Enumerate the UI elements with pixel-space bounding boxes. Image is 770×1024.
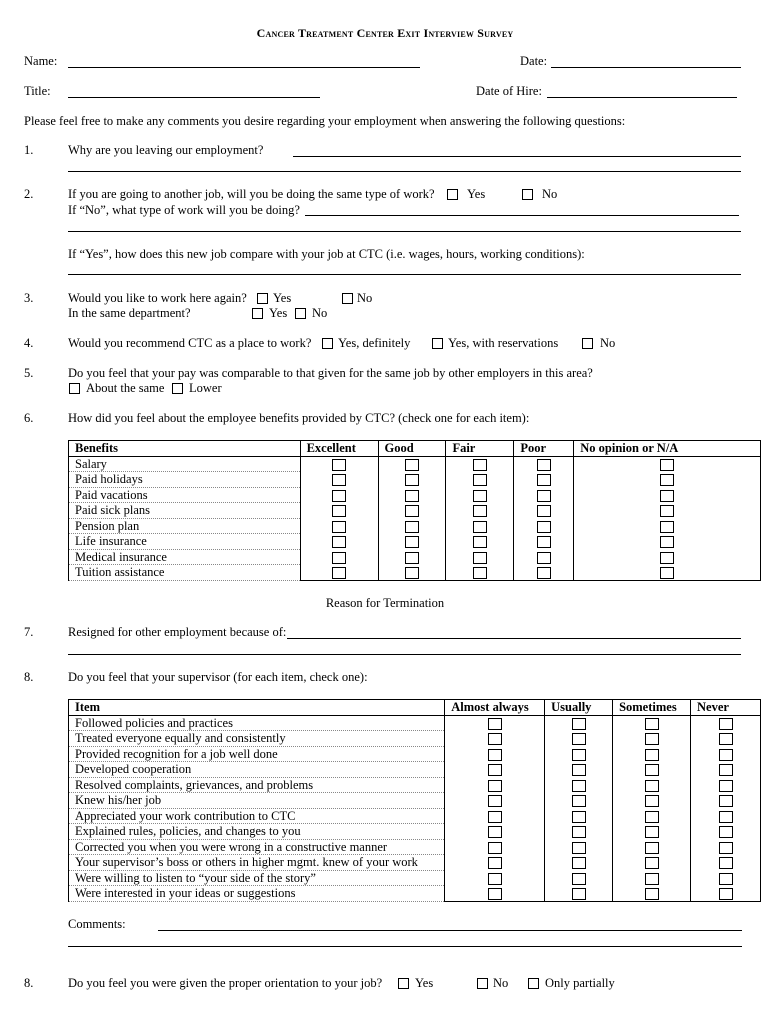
q3-text: Would you like to work here again? xyxy=(68,291,247,305)
supervisor-rating-checkbox[interactable] xyxy=(488,780,502,792)
benefits-rating-checkbox[interactable] xyxy=(660,474,674,486)
table-row xyxy=(69,534,761,550)
benefits-rating-checkbox[interactable] xyxy=(473,474,487,486)
benefits-col-header-4: Poor xyxy=(514,441,574,457)
supervisor-rating-checkbox[interactable] xyxy=(645,811,659,823)
benefits-rating-checkbox[interactable] xyxy=(660,490,674,502)
q3-sub-no-label: No xyxy=(312,306,328,320)
q4-definitely-checkbox[interactable] xyxy=(322,338,333,349)
benefits-rating-checkbox[interactable] xyxy=(660,536,674,548)
comments-line-1[interactable] xyxy=(158,930,742,931)
q9-number: 8. xyxy=(24,976,34,990)
name-label: Name: xyxy=(24,54,58,68)
q1-answer-line-2[interactable] xyxy=(68,171,741,172)
q2-no-checkbox[interactable] xyxy=(522,189,533,200)
q4-no-label: No xyxy=(600,336,616,350)
table-row xyxy=(69,487,761,503)
benefits-rating-checkbox[interactable] xyxy=(473,552,487,564)
q2-followup-no: If “No”, what type of work will you be doing? xyxy=(68,203,300,217)
q3-sub-text: In the same department? xyxy=(68,306,191,320)
table-row xyxy=(69,518,761,534)
q3-number: 3. xyxy=(24,291,34,305)
q2-no-answer-line[interactable] xyxy=(305,215,739,216)
supervisor-row-label: Appreciated your work contribution to CTC xyxy=(69,808,445,824)
benefits-rating-checkbox[interactable] xyxy=(473,521,487,533)
benefits-col-header-0: Benefits xyxy=(69,441,301,457)
q4-reservations-label: Yes, with reservations xyxy=(448,336,559,350)
table-row xyxy=(69,762,761,778)
supervisor-row-label: Explained rules, policies, and changes to you xyxy=(69,824,445,840)
benefits-col-header-2: Good xyxy=(378,441,446,457)
page-title xyxy=(0,26,770,41)
comments-label: Comments: xyxy=(68,917,126,931)
supervisor-rating-checkbox[interactable] xyxy=(572,764,586,776)
benefits-row-label: Tuition assistance xyxy=(69,565,301,581)
supervisor-rating-checkbox[interactable] xyxy=(645,857,659,869)
table-row xyxy=(69,565,761,581)
q5-lower-label: Lower xyxy=(189,381,222,395)
q3-yes-label: Yes xyxy=(273,291,292,305)
supervisor-rating-checkbox[interactable] xyxy=(488,811,502,823)
benefits-rating-checkbox[interactable] xyxy=(332,521,346,533)
benefits-rating-checkbox[interactable] xyxy=(537,536,551,548)
benefits-rating-checkbox[interactable] xyxy=(405,490,419,502)
table-row xyxy=(69,746,761,762)
table-row xyxy=(69,731,761,747)
table-row xyxy=(69,777,761,793)
supervisor-col-header-1: Almost always xyxy=(445,700,545,716)
q7-number: 7. xyxy=(24,625,34,639)
date-field[interactable] xyxy=(551,67,741,68)
supervisor-rating-checkbox[interactable] xyxy=(719,780,733,792)
supervisor-col-header-0: Item xyxy=(69,700,445,716)
benefits-rating-checkbox[interactable] xyxy=(473,567,487,579)
q1-text: Why are you leaving our employment? xyxy=(68,143,264,157)
benefits-rating-checkbox[interactable] xyxy=(473,490,487,502)
q3-sub-yes-checkbox[interactable] xyxy=(252,308,263,319)
benefits-rating-checkbox[interactable] xyxy=(332,474,346,486)
benefits-rating-checkbox[interactable] xyxy=(537,521,551,533)
supervisor-row-label: Were interested in your ideas or suggestions xyxy=(69,886,445,902)
benefits-rating-checkbox[interactable] xyxy=(537,490,551,502)
supervisor-col-header-2: Usually xyxy=(545,700,613,716)
supervisor-rating-checkbox[interactable] xyxy=(572,718,586,730)
benefits-row-label: Life insurance xyxy=(69,534,301,550)
supervisor-rating-checkbox[interactable] xyxy=(572,857,586,869)
q2-answer-line-2[interactable] xyxy=(68,231,741,232)
supervisor-rating-checkbox[interactable] xyxy=(488,826,502,838)
q3-sub-no-checkbox[interactable] xyxy=(295,308,306,319)
q9-partial-checkbox[interactable] xyxy=(528,978,539,989)
benefits-row-label: Paid holidays xyxy=(69,472,301,488)
benefits-rating-checkbox[interactable] xyxy=(473,505,487,517)
supervisor-table xyxy=(68,699,761,902)
benefits-col-header-5: No opinion or N/A xyxy=(574,441,761,457)
supervisor-rating-checkbox[interactable] xyxy=(719,826,733,838)
comments-line-2[interactable] xyxy=(68,946,742,947)
supervisor-rating-checkbox[interactable] xyxy=(645,733,659,745)
benefits-rating-checkbox[interactable] xyxy=(473,536,487,548)
supervisor-rating-checkbox[interactable] xyxy=(488,842,502,854)
benefits-col-header-3: Fair xyxy=(446,441,514,457)
q9-no-label: No xyxy=(493,976,509,990)
benefits-rating-checkbox[interactable] xyxy=(660,567,674,579)
supervisor-row-label: Followed policies and practices xyxy=(69,715,445,731)
q2-no-label: No xyxy=(542,187,558,201)
supervisor-row-label: Were willing to listen to “your side of the story” xyxy=(69,870,445,886)
q4-reservations-checkbox[interactable] xyxy=(432,338,443,349)
supervisor-col-header-4: Never xyxy=(691,700,761,716)
supervisor-rating-checkbox[interactable] xyxy=(572,733,586,745)
supervisor-row-label: Developed cooperation xyxy=(69,762,445,778)
supervisor-rating-checkbox[interactable] xyxy=(719,842,733,854)
supervisor-rating-checkbox[interactable] xyxy=(719,764,733,776)
supervisor-rating-checkbox[interactable] xyxy=(719,749,733,761)
title-field[interactable] xyxy=(68,97,320,98)
supervisor-rating-checkbox[interactable] xyxy=(645,780,659,792)
benefits-rating-checkbox[interactable] xyxy=(332,505,346,517)
benefits-rating-checkbox[interactable] xyxy=(660,459,674,471)
q4-text: Would you recommend CTC as a place to work? xyxy=(68,336,312,350)
table-row xyxy=(69,886,761,902)
benefits-rating-checkbox[interactable] xyxy=(332,536,346,548)
supervisor-rating-checkbox[interactable] xyxy=(572,888,586,900)
benefits-row-label: Salary xyxy=(69,456,301,472)
reason-for-termination-heading: Reason for Termination xyxy=(325,596,445,610)
q9-partial-label: Only partially xyxy=(545,976,615,990)
table-row xyxy=(69,472,761,488)
supervisor-rating-checkbox[interactable] xyxy=(572,780,586,792)
benefits-row-label: Pension plan xyxy=(69,518,301,534)
table-row xyxy=(69,715,761,731)
supervisor-rating-checkbox[interactable] xyxy=(719,718,733,730)
q7-text: Resigned for other employment because of: xyxy=(68,625,287,639)
supervisor-rating-checkbox[interactable] xyxy=(488,873,502,885)
supervisor-row-label: Knew his/her job xyxy=(69,793,445,809)
table-row xyxy=(69,870,761,886)
benefits-rating-checkbox[interactable] xyxy=(405,536,419,548)
supervisor-rating-checkbox[interactable] xyxy=(488,718,502,730)
benefits-col-header-1: Excellent xyxy=(300,441,378,457)
supervisor-rating-checkbox[interactable] xyxy=(719,857,733,869)
benefits-rating-checkbox[interactable] xyxy=(332,552,346,564)
q8-number: 8. xyxy=(24,670,34,684)
table-row xyxy=(69,808,761,824)
q5-text: Do you feel that your pay was comparable to that given for the same job by other employers in this area? xyxy=(68,366,593,380)
q9-yes-label: Yes xyxy=(415,976,434,990)
supervisor-rating-checkbox[interactable] xyxy=(719,795,733,807)
supervisor-row-label: Resolved complaints, grievances, and problems xyxy=(69,777,445,793)
supervisor-rating-checkbox[interactable] xyxy=(645,842,659,854)
hire-date-label: Date of Hire: xyxy=(476,84,542,98)
intro-text: Please feel free to make any comments you desire regarding your employment when answering the following questions: xyxy=(24,114,626,128)
q7-answer-line-1[interactable] xyxy=(287,638,741,639)
q7-answer-line-2[interactable] xyxy=(68,654,741,655)
benefits-row-label: Medical insurance xyxy=(69,549,301,565)
q5-same-label: About the same xyxy=(86,381,165,395)
q9-yes-checkbox[interactable] xyxy=(398,978,409,989)
date-label: Date: xyxy=(520,54,548,68)
supervisor-rating-checkbox[interactable] xyxy=(645,826,659,838)
benefits-rating-checkbox[interactable] xyxy=(660,552,674,564)
supervisor-rating-checkbox[interactable] xyxy=(572,873,586,885)
q2-number: 2. xyxy=(24,187,34,201)
q1-number: 1. xyxy=(24,143,34,157)
q5-number: 5. xyxy=(24,366,34,380)
supervisor-rating-checkbox[interactable] xyxy=(645,888,659,900)
benefits-rating-checkbox[interactable] xyxy=(332,459,346,471)
q9-text: Do you feel you were given the proper orientation to your job? xyxy=(68,976,383,990)
q4-definitely-label: Yes, definitely xyxy=(338,336,411,350)
supervisor-rating-checkbox[interactable] xyxy=(572,826,586,838)
supervisor-rating-checkbox[interactable] xyxy=(645,718,659,730)
q2-yes-checkbox[interactable] xyxy=(447,189,458,200)
benefits-table xyxy=(68,440,761,581)
hire-date-field[interactable] xyxy=(547,97,737,98)
supervisor-rating-checkbox[interactable] xyxy=(719,873,733,885)
benefits-rating-checkbox[interactable] xyxy=(405,505,419,517)
supervisor-row-label: Your supervisor’s boss or others in higher mgmt. knew of your work xyxy=(69,855,445,871)
supervisor-rating-checkbox[interactable] xyxy=(488,857,502,869)
q3-yes-checkbox[interactable] xyxy=(257,293,268,304)
supervisor-rating-checkbox[interactable] xyxy=(488,888,502,900)
benefits-rating-checkbox[interactable] xyxy=(405,567,419,579)
supervisor-rating-checkbox[interactable] xyxy=(488,733,502,745)
q6-number: 6. xyxy=(24,411,34,425)
q4-no-checkbox[interactable] xyxy=(582,338,593,349)
q5-same-checkbox[interactable] xyxy=(69,383,80,394)
q5-lower-checkbox[interactable] xyxy=(172,383,183,394)
table-row xyxy=(69,503,761,519)
benefits-rating-checkbox[interactable] xyxy=(660,521,674,533)
benefits-rating-checkbox[interactable] xyxy=(537,567,551,579)
supervisor-rating-checkbox[interactable] xyxy=(572,795,586,807)
benefits-rating-checkbox[interactable] xyxy=(537,474,551,486)
name-field[interactable] xyxy=(68,67,420,68)
benefits-rating-checkbox[interactable] xyxy=(537,505,551,517)
benefits-rating-checkbox[interactable] xyxy=(537,459,551,471)
supervisor-row-label: Treated everyone equally and consistently xyxy=(69,731,445,747)
q3-no-checkbox[interactable] xyxy=(342,293,353,304)
q4-number: 4. xyxy=(24,336,34,350)
q2-followup-yes: If “Yes”, how does this new job compare with your job at CTC (i.e. wages, hours, working conditions): xyxy=(68,247,585,261)
supervisor-rating-checkbox[interactable] xyxy=(719,888,733,900)
supervisor-rating-checkbox[interactable] xyxy=(572,749,586,761)
table-row xyxy=(69,824,761,840)
supervisor-rating-checkbox[interactable] xyxy=(488,764,502,776)
q6-text: How did you feel about the employee benefits provided by CTC? (check one for each item): xyxy=(68,411,530,425)
benefits-rating-checkbox[interactable] xyxy=(405,521,419,533)
supervisor-rating-checkbox[interactable] xyxy=(645,749,659,761)
title-label: Title: xyxy=(24,84,51,98)
benefits-row-label: Paid sick plans xyxy=(69,503,301,519)
q8-text: Do you feel that your supervisor (for each item, check one): xyxy=(68,670,368,684)
q2-yes-answer-line[interactable] xyxy=(68,274,741,275)
q2-yes-label: Yes xyxy=(467,187,486,201)
supervisor-rating-checkbox[interactable] xyxy=(572,842,586,854)
table-row xyxy=(69,793,761,809)
supervisor-row-label: Corrected you when you were wrong in a constructive manner xyxy=(69,839,445,855)
table-row xyxy=(69,855,761,871)
benefits-rating-checkbox[interactable] xyxy=(405,459,419,471)
supervisor-rating-checkbox[interactable] xyxy=(488,795,502,807)
q1-answer-line-1[interactable] xyxy=(293,156,741,157)
q9-no-checkbox[interactable] xyxy=(477,978,488,989)
benefits-rating-checkbox[interactable] xyxy=(332,567,346,579)
benefits-rating-checkbox[interactable] xyxy=(332,490,346,502)
table-row xyxy=(69,549,761,565)
benefits-rating-checkbox[interactable] xyxy=(473,459,487,471)
q2-text: If you are going to another job, will you be doing the same type of work? xyxy=(68,187,435,201)
benefits-rating-checkbox[interactable] xyxy=(405,474,419,486)
supervisor-row-label: Provided recognition for a job well done xyxy=(69,746,445,762)
supervisor-rating-checkbox[interactable] xyxy=(645,764,659,776)
page-title-text: Cancer Treatment Center Exit Interview Survey xyxy=(256,26,514,40)
supervisor-rating-checkbox[interactable] xyxy=(572,811,586,823)
benefits-rating-checkbox[interactable] xyxy=(660,505,674,517)
supervisor-rating-checkbox[interactable] xyxy=(645,873,659,885)
q3-no-label: No xyxy=(357,291,373,305)
supervisor-col-header-3: Sometimes xyxy=(613,700,691,716)
supervisor-rating-checkbox[interactable] xyxy=(488,749,502,761)
benefits-row-label: Paid vacations xyxy=(69,487,301,503)
benefits-rating-checkbox[interactable] xyxy=(405,552,419,564)
benefits-rating-checkbox[interactable] xyxy=(537,552,551,564)
table-row xyxy=(69,839,761,855)
q3-sub-yes-label: Yes xyxy=(269,306,288,320)
table-row xyxy=(69,456,761,472)
supervisor-rating-checkbox[interactable] xyxy=(719,733,733,745)
supervisor-rating-checkbox[interactable] xyxy=(645,795,659,807)
supervisor-rating-checkbox[interactable] xyxy=(719,811,733,823)
